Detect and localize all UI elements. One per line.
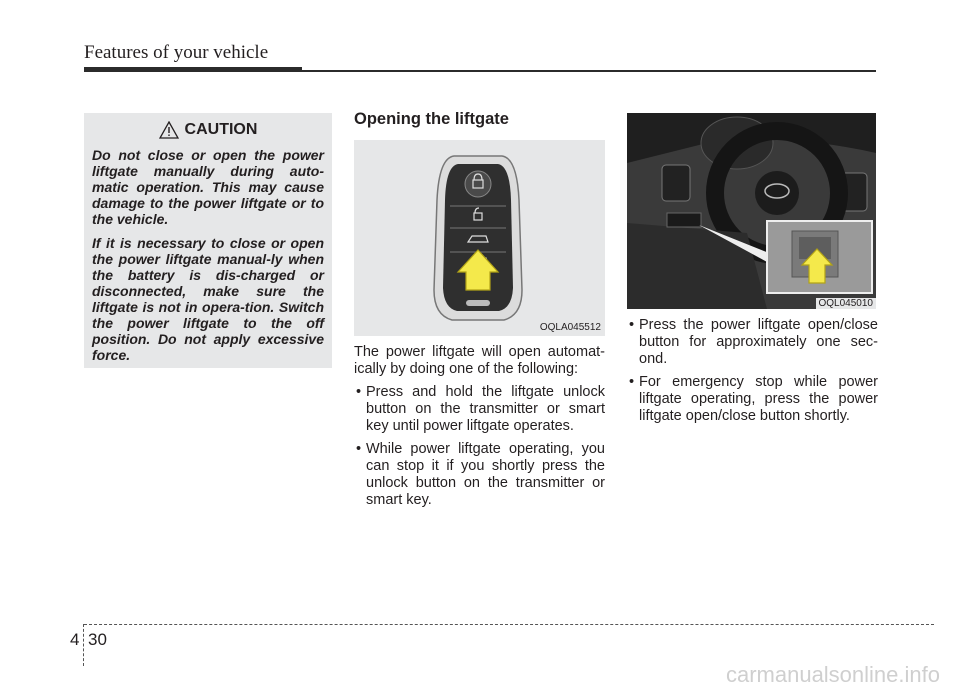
section-title: Opening the liftgate bbox=[354, 110, 509, 128]
watermark: carmanualsonline.info bbox=[725, 662, 940, 687]
smart-key-figure bbox=[354, 140, 605, 336]
smart-key-illustration bbox=[354, 140, 605, 336]
page-header-title: Features of your vehicle bbox=[84, 42, 269, 63]
header-rule-thick bbox=[84, 67, 302, 72]
dashboard-figure bbox=[627, 113, 876, 309]
caution-box bbox=[84, 113, 332, 368]
list-item: • Press the power liftgate open/close button for approximately one sec-ond. bbox=[627, 317, 878, 368]
figure-code-key: OQLA045512 bbox=[539, 322, 601, 333]
bullet-list-left bbox=[354, 384, 605, 509]
chapter-number: 4 bbox=[70, 630, 80, 649]
caution-paragraph-1: Do not close or open the power liftgate manually during auto-matic operation. This may cause damage to the power liftgate or to the vehicle. bbox=[92, 147, 324, 227]
header-rule-thin bbox=[302, 70, 876, 72]
list-item: • For emergency stop while power liftgate operating, press the power liftgate open/close button shortly. bbox=[627, 374, 878, 425]
mid-column-text bbox=[354, 344, 605, 515]
footer-rule bbox=[84, 624, 934, 625]
dashboard-illustration bbox=[627, 113, 876, 309]
caution-header bbox=[92, 121, 324, 139]
footer-divider bbox=[83, 624, 84, 666]
caution-paragraph-2: If it is necessary to close or open the power liftgate manual-ly when the battery is dis-charged or disconnected, make sure the liftgate is not in opera-tion. Switch the power liftgate to the off position. Do not apply excessive force. bbox=[92, 235, 324, 363]
list-item: • While power liftgate operating, you can stop it if you shortly press the unlock button on the transmitter or smart key. bbox=[354, 441, 605, 509]
list-item: • Press and hold the liftgate unlock button on the transmitter or smart key until power liftgate operates. bbox=[354, 384, 605, 435]
page-number: 30 bbox=[88, 630, 107, 649]
right-column-text bbox=[627, 317, 878, 431]
warning-triangle-icon bbox=[159, 121, 179, 139]
bullet-list-right bbox=[627, 317, 878, 425]
caution-title: CAUTION bbox=[184, 121, 258, 138]
figure-code-dash: OQL045010 bbox=[816, 298, 877, 309]
intro-paragraph: The power liftgate will open automat-ically by doing one of the following: bbox=[354, 344, 605, 377]
